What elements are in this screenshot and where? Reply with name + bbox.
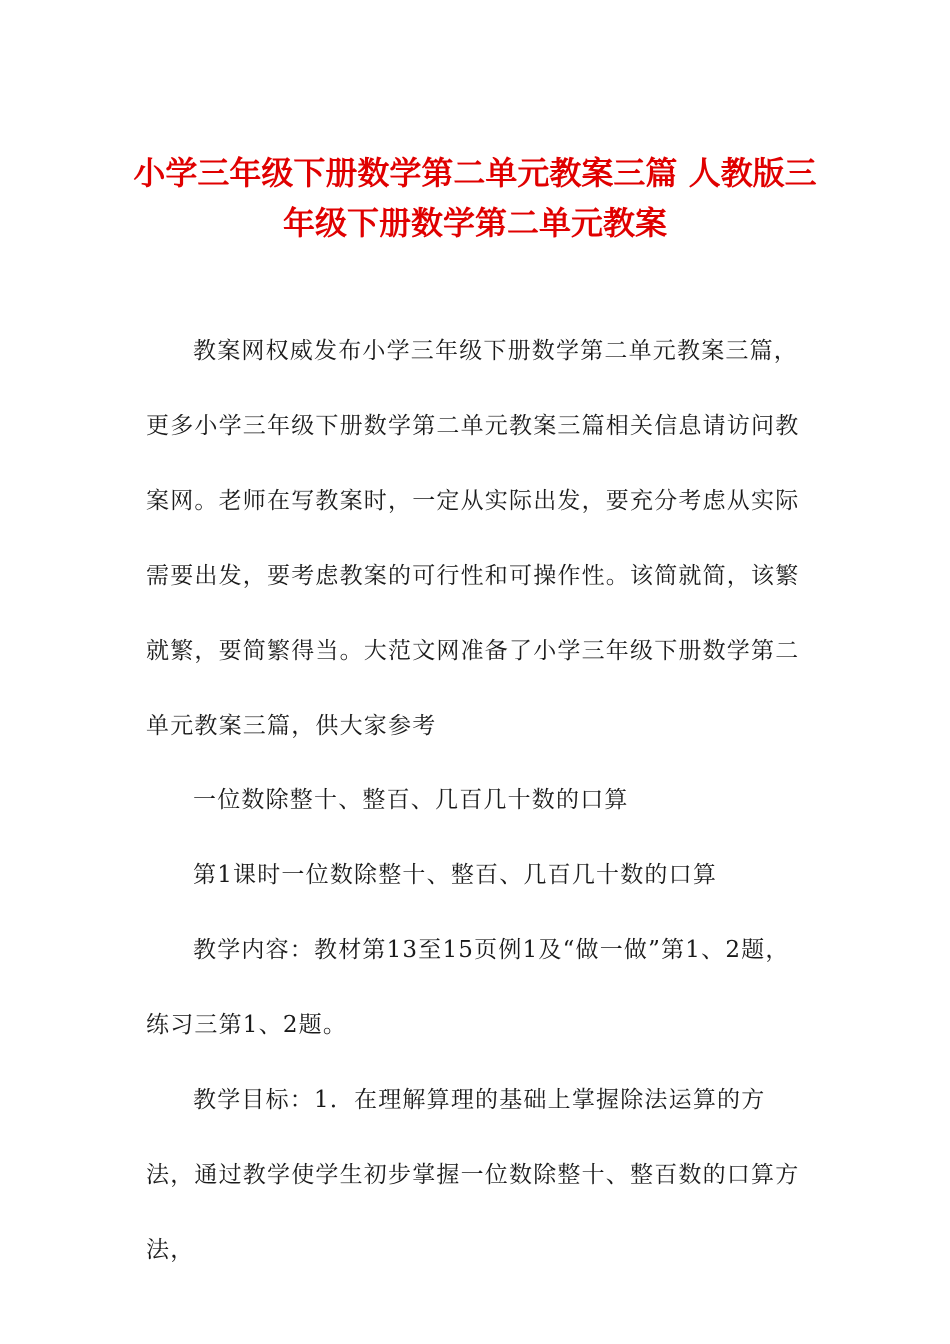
teaching-content-paragraph: 教学内容：教材第13至15页例1及“做一做”第1、2题，练习三第1、2题。: [146, 937, 790, 1038]
section-heading: 一位数除整十、整百、几百几十数的口算: [193, 787, 629, 813]
teaching-goals-paragraph: 教学目标：1．在理解算理的基础上掌握除法运算的方法，通过教学使学生初步掌握一位数除整十、整百数的口算方法，: [146, 1087, 800, 1263]
lesson-heading: 第1课时一位数除整十、整百、几百几十数的口算: [193, 862, 718, 888]
document-title: 小学三年级下册数学第二单元教案三篇 人教版三年级下册数学第二单元教案: [133, 154, 817, 242]
intro-paragraph: 教案网权威发布小学三年级下册数学第二单元教案三篇，更多小学三年级下册数学第二单元教案三篇相关信息请访问教案网。老师在写教案时，一定从实际出发，要充分考虑从实际需要出发，要考虑教案的可行性和可操作性。该简就简，该繁就繁，要简繁得当。大范文网准备了小学三年级下册数学第二单元教案三篇，供大家参考: [146, 338, 800, 739]
